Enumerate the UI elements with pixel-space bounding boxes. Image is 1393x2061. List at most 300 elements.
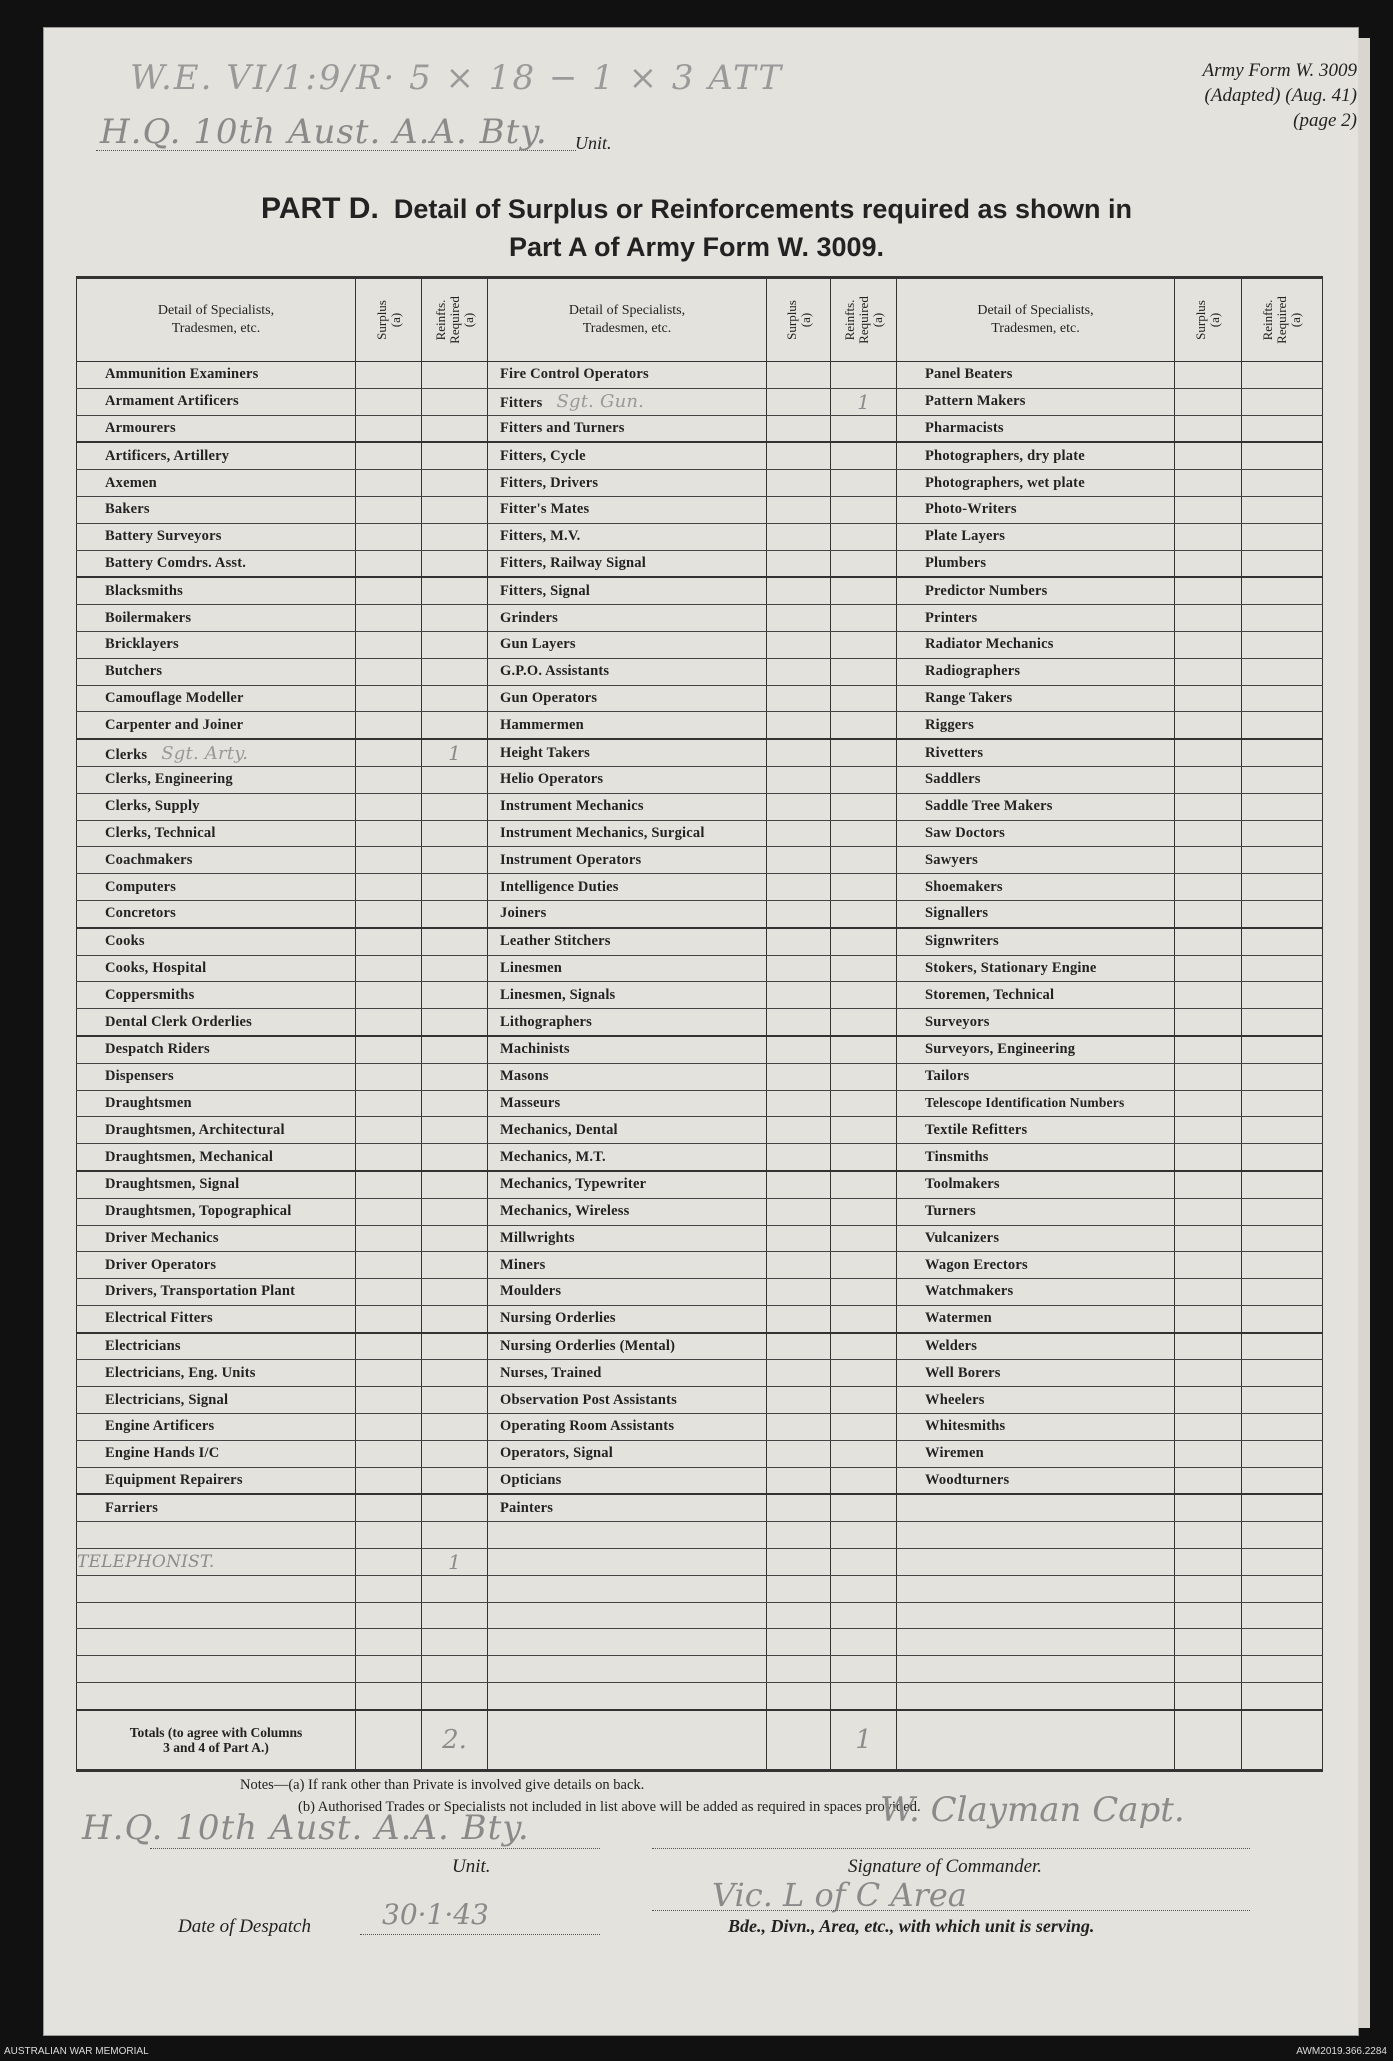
trade-name [488,470,767,497]
reinf-cell [422,362,488,389]
reinf-cell [831,1549,897,1576]
reinf-cell [422,388,488,415]
surplus-cell [356,658,422,685]
surplus-cell [356,820,422,847]
trade-name [488,550,767,577]
trade-name [77,1629,356,1656]
trade-label: Driver Operators [105,1256,217,1273]
reinf-cell [831,1198,897,1225]
form-ref-line2: (Adapted) (Aug. 41) [1204,85,1357,106]
surplus-cell [767,470,831,497]
page-edge [1358,38,1370,2028]
surplus-cell [767,1467,831,1494]
surplus-cell [356,1090,422,1117]
table-row [77,982,1323,1009]
table-row [77,496,1323,523]
col1-surplus-header: Surplus (a) [356,278,422,362]
reinf-cell [831,1387,897,1414]
surplus-cell [767,1683,831,1710]
reinf-cell [831,1414,897,1441]
table-row [77,470,1323,497]
trade-label: Saddle Tree Makers [925,798,1053,815]
trade-label: Clerks, Engineering [105,771,233,788]
reinf-cell [1242,523,1323,550]
table-row [77,442,1323,469]
reinf-cell [831,1171,897,1198]
trade-name [77,1036,356,1063]
surplus-cell [356,1305,422,1332]
table-row [77,523,1323,550]
trade-name [897,1225,1175,1252]
trade-label: Printers [925,609,978,626]
trade-label: Pattern Makers [925,393,1026,410]
trade-name [897,1117,1175,1144]
reinf-cell [422,1009,488,1036]
trade-name [77,1225,356,1252]
reinf-cell [831,928,897,955]
handwritten-top-note: W.E. VI/1:9/R· 5 × 18 − 1 × 3 ATT [130,58,784,98]
reinf-cell [422,874,488,901]
reinf-cell [422,577,488,604]
reinf-cell [831,523,897,550]
trade-label: Fitters and Turners [500,419,625,436]
col2-surplus-header: Surplus (a) [767,278,831,362]
trade-name [488,1009,767,1036]
trade-label: Stokers, Stationary Engine [925,959,1097,976]
reinf-cell [422,1575,488,1602]
trade-label: Watchmakers [925,1283,1014,1300]
trade-name [897,1387,1175,1414]
trade-name [488,1683,767,1710]
surplus-cell [356,1225,422,1252]
commander-label: Signature of Commander. [848,1856,1043,1877]
surplus-cell [767,1656,831,1683]
reinf-cell [1242,1414,1323,1441]
table-row [77,362,1323,389]
reinf-cell [1242,496,1323,523]
trade-label: Whitesmiths [925,1418,1006,1435]
trade-label: Masseurs [500,1094,561,1111]
reinf-cell [831,1090,897,1117]
reinf-cell [1242,1549,1323,1576]
surplus-cell [356,1144,422,1171]
table-row [77,1305,1323,1332]
table-row [77,658,1323,685]
surplus-cell [767,874,831,901]
surplus-cell [356,1198,422,1225]
surplus-cell [1175,631,1242,658]
reinf-cell [831,1252,897,1279]
trade-name [488,577,767,604]
trade-label: Range Takers [925,689,1013,706]
trade-name [897,523,1175,550]
totals-blank-2 [488,1710,767,1771]
surplus-cell [767,847,831,874]
reinf-cell [1242,1333,1323,1360]
trade-name [77,523,356,550]
surplus-cell [767,362,831,389]
surplus-cell [356,577,422,604]
surplus-cell [356,900,422,927]
trade-name [77,1467,356,1494]
part-label: PART D. [261,192,379,225]
trade-name [488,388,767,415]
reinf-cell [1242,631,1323,658]
trade-name [77,1252,356,1279]
trade-name [488,1360,767,1387]
surplus-cell [356,847,422,874]
surplus-cell [767,1440,831,1467]
surplus-cell [1175,1117,1242,1144]
trade-name [488,496,767,523]
surplus-cell [1175,1629,1242,1656]
trade-label: Fitters, M.V. [500,528,581,545]
surplus-cell [356,1009,422,1036]
surplus-cell [767,739,831,766]
trade-name [77,955,356,982]
surplus-cell [767,1171,831,1198]
commander-signature: W. Clayman Capt. [880,1790,1185,1830]
trade-label: Hammermen [500,716,584,733]
reinf-cell [1242,1522,1323,1549]
trade-name [77,900,356,927]
reinf-cell: 1 [831,388,897,415]
surplus-cell [1175,523,1242,550]
trade-name [897,550,1175,577]
surplus-cell [767,982,831,1009]
surplus-cell [767,793,831,820]
reinf-cell [831,955,897,982]
form-ref-line3: (page 2) [1293,110,1357,131]
reinf-cell [831,415,897,442]
trade-label: Blacksmiths [105,582,183,599]
trade-name [488,1117,767,1144]
trade-name [488,1063,767,1090]
reinf-cell [831,1063,897,1090]
reinf-cell [831,712,897,739]
table-row [77,1279,1323,1306]
reinf-cell [831,362,897,389]
trade-label: Miners [500,1256,546,1273]
trade-name [77,1522,356,1549]
trade-name [488,1144,767,1171]
trade-name [488,739,767,766]
trade-name [488,1279,767,1306]
trade-label: Photographers, wet plate [925,474,1085,491]
trade-name [77,1279,356,1306]
reinf-cell [422,1117,488,1144]
surplus-cell [356,1683,422,1710]
table-row [77,847,1323,874]
trade-label: Joiners [500,905,547,922]
reinf-cell [831,1333,897,1360]
reinf-cell [422,1333,488,1360]
trade-name [488,1575,767,1602]
trade-label: Battery Comdrs. Asst. [105,554,247,571]
surplus-cell [356,955,422,982]
surplus-cell [356,874,422,901]
surplus-cell [356,982,422,1009]
surplus-cell [1175,955,1242,982]
trade-label: Sawyers [925,851,978,868]
surplus-cell [1175,900,1242,927]
trade-name [897,1198,1175,1225]
surplus-cell [1175,1414,1242,1441]
fitters-handwriting: Sgt. Gun. [556,391,645,413]
trade-label: Radiographers [925,663,1021,680]
trade-label: Plumbers [925,554,987,571]
surplus-cell [1175,658,1242,685]
totals-surplus-1 [356,1710,422,1771]
col2-header: Detail of Specialists, Tradesmen, etc. [488,278,767,362]
surplus-cell [356,1602,422,1629]
trade-name [488,1036,767,1063]
surplus-cell [356,1440,422,1467]
trade-label: Despatch Riders [105,1041,210,1058]
telephonist-handwriting: TELEPHONIST. [77,1551,215,1572]
commander-line [652,1848,1250,1849]
table-row [77,928,1323,955]
trade-name [77,1414,356,1441]
reinf-cell [831,1602,897,1629]
trade-label: Painters [500,1499,554,1516]
reinf-cell [831,577,897,604]
surplus-cell [767,766,831,793]
footer-accession: AWM2019.366.2284 [1296,2046,1387,2057]
table-row [77,1387,1323,1414]
trade-name [488,1602,767,1629]
reinf-cell [1242,388,1323,415]
trade-label: Telescope Identification Numbers [925,1094,1125,1110]
trade-label: Mechanics, Typewriter [500,1176,647,1193]
surplus-cell [356,550,422,577]
trade-label: Fitter's Mates [500,501,590,518]
surplus-cell [767,1305,831,1332]
reinf-cell [1242,1629,1323,1656]
trade-label: Instrument Mechanics [500,798,644,815]
trade-label: Electricians [105,1338,181,1355]
reinf-cell [831,982,897,1009]
trade-label: Nursing Orderlies [500,1310,616,1327]
reinf-cell [831,1225,897,1252]
surplus-cell [356,362,422,389]
trade-label: Farriers [105,1499,159,1516]
trade-label: Instrument Mechanics, Surgical [500,824,705,841]
surplus-cell [767,496,831,523]
surplus-cell [356,1414,422,1441]
trade-name [77,1305,356,1332]
trade-name [77,1360,356,1387]
reinf-cell [422,631,488,658]
trade-label: Draughtsmen [105,1094,192,1111]
trade-name [488,1467,767,1494]
table-row [77,1252,1323,1279]
trade-label: Panel Beaters [925,366,1013,383]
surplus-cell [767,955,831,982]
surplus-cell [1175,605,1242,632]
surplus-cell [1175,1144,1242,1171]
trade-name [488,1198,767,1225]
table-row [77,605,1323,632]
trade-name [897,1279,1175,1306]
surplus-cell [356,1629,422,1656]
surplus-cell [356,1575,422,1602]
trade-name [488,1494,767,1521]
trade-label: Masons [500,1068,549,1085]
surplus-cell [1175,847,1242,874]
reinf-cell [831,1144,897,1171]
reinf-cell [831,900,897,927]
surplus-cell [356,1494,422,1521]
trade-name [77,1144,356,1171]
reinf-cell [1242,766,1323,793]
surplus-cell [1175,550,1242,577]
trade-label: Boilermakers [105,609,192,626]
surplus-cell [1175,712,1242,739]
reinf-cell [1242,1387,1323,1414]
reinf-cell [1242,658,1323,685]
trade-label: Battery Surveyors [105,528,222,545]
surplus-cell [1175,928,1242,955]
table-row [77,388,1323,415]
reinf-cell [1242,955,1323,982]
table-row [77,1171,1323,1198]
reinf-cell [831,766,897,793]
surplus-cell [767,820,831,847]
trade-name [897,496,1175,523]
trade-label: Gun Layers [500,636,576,653]
reinf-cell [1242,1036,1323,1063]
trade-name [897,739,1175,766]
trade-label: Electrical Fitters [105,1310,213,1327]
reinf-cell [831,1305,897,1332]
trade-label: Photographers, dry plate [925,447,1085,464]
trade-name [488,1414,767,1441]
trade-label: Helio Operators [500,771,604,788]
trade-name [488,900,767,927]
reinf-cell [422,550,488,577]
reinf-cell [1242,1656,1323,1683]
surplus-cell [356,415,422,442]
reinf-cell [422,793,488,820]
trade-label: Electricians, Signal [105,1391,229,1408]
trade-label: Axemen [105,474,157,491]
trade-label: Draughtsmen, Signal [105,1176,240,1193]
trade-name [77,1440,356,1467]
trade-label: Nurses, Trained [500,1364,602,1381]
trade-name [897,362,1175,389]
surplus-cell [356,1467,422,1494]
reinf-cell [422,1090,488,1117]
reinf-cell [1242,900,1323,927]
trade-label: Millwrights [500,1229,575,1246]
trade-label: Butchers [105,663,163,680]
trade-name [77,658,356,685]
title-line1: Detail of Surplus or Reinforcements required as shown in [393,194,1132,224]
col1-reinf-header: Reinfts. Required (a) [422,278,488,362]
reinf-cell [422,1522,488,1549]
trade-name [488,766,767,793]
trade-label: Bakers [105,501,150,518]
form-reference [1203,58,1357,133]
reinf-cell [422,1414,488,1441]
trade-label: Wheelers [925,1391,985,1408]
surplus-cell [356,1656,422,1683]
reinf-cell [422,1656,488,1683]
trade-name [77,928,356,955]
surplus-cell [356,1063,422,1090]
trade-label: Radiator Mechanics [925,636,1054,653]
surplus-cell [356,470,422,497]
surplus-cell [767,712,831,739]
surplus-cell [1175,685,1242,712]
trade-label: Coppersmiths [105,986,195,1003]
trade-label: Predictor Numbers [925,582,1048,599]
trade-name [897,847,1175,874]
totals-blank-3 [897,1710,1175,1771]
bde-label: Bde., Divn., Area, etc., with which unit is serving. [728,1916,1095,1936]
surplus-cell [356,1549,422,1576]
reinf-cell [1242,712,1323,739]
surplus-cell [356,1522,422,1549]
trade-name [488,1549,767,1576]
reinf-cell [422,1198,488,1225]
reinf-cell [831,1440,897,1467]
reinf-cell [1242,1144,1323,1171]
surplus-cell [356,1360,422,1387]
trade-label: Equipment Repairers [105,1472,243,1489]
reinf-cell [1242,820,1323,847]
totals-row [77,1710,1323,1771]
title-line2: Part A of Army Form W. 3009. [508,232,885,262]
surplus-cell [1175,1063,1242,1090]
trade-name [897,1360,1175,1387]
surplus-cell [767,442,831,469]
trade-label: G.P.O. Assistants [500,663,610,680]
surplus-cell [356,1036,422,1063]
reinf-cell [1242,577,1323,604]
surplus-cell [1175,362,1242,389]
trade-name [897,442,1175,469]
reinf-cell [1242,1252,1323,1279]
form-ref-line1: Army Form W. 3009 [1202,60,1357,81]
trade-label: Clerks [105,746,148,763]
trade-name [897,685,1175,712]
trade-label: Clerks, Technical [105,824,216,841]
trade-name [897,874,1175,901]
trade-name [488,631,767,658]
trade-label: Moulders [500,1283,562,1300]
trade-name [897,712,1175,739]
reinf-cell [831,1629,897,1656]
surplus-cell [1175,577,1242,604]
reinf-cell [831,496,897,523]
reinf-cell [1242,362,1323,389]
table-row [77,685,1323,712]
table-row [77,1522,1323,1549]
reinf-cell [1242,415,1323,442]
trade-label: Fitters [500,395,543,412]
surplus-cell [1175,1009,1242,1036]
surplus-cell [767,1387,831,1414]
surplus-cell [1175,1171,1242,1198]
reinf-cell [1242,1575,1323,1602]
trade-label: Operating Room Assistants [500,1418,675,1435]
trade-label: Fitters, Drivers [500,474,599,491]
table-row [77,577,1323,604]
trade-name [897,470,1175,497]
note-a: Notes—(a) If rank other than Private is involved give details on back. [240,1777,645,1793]
